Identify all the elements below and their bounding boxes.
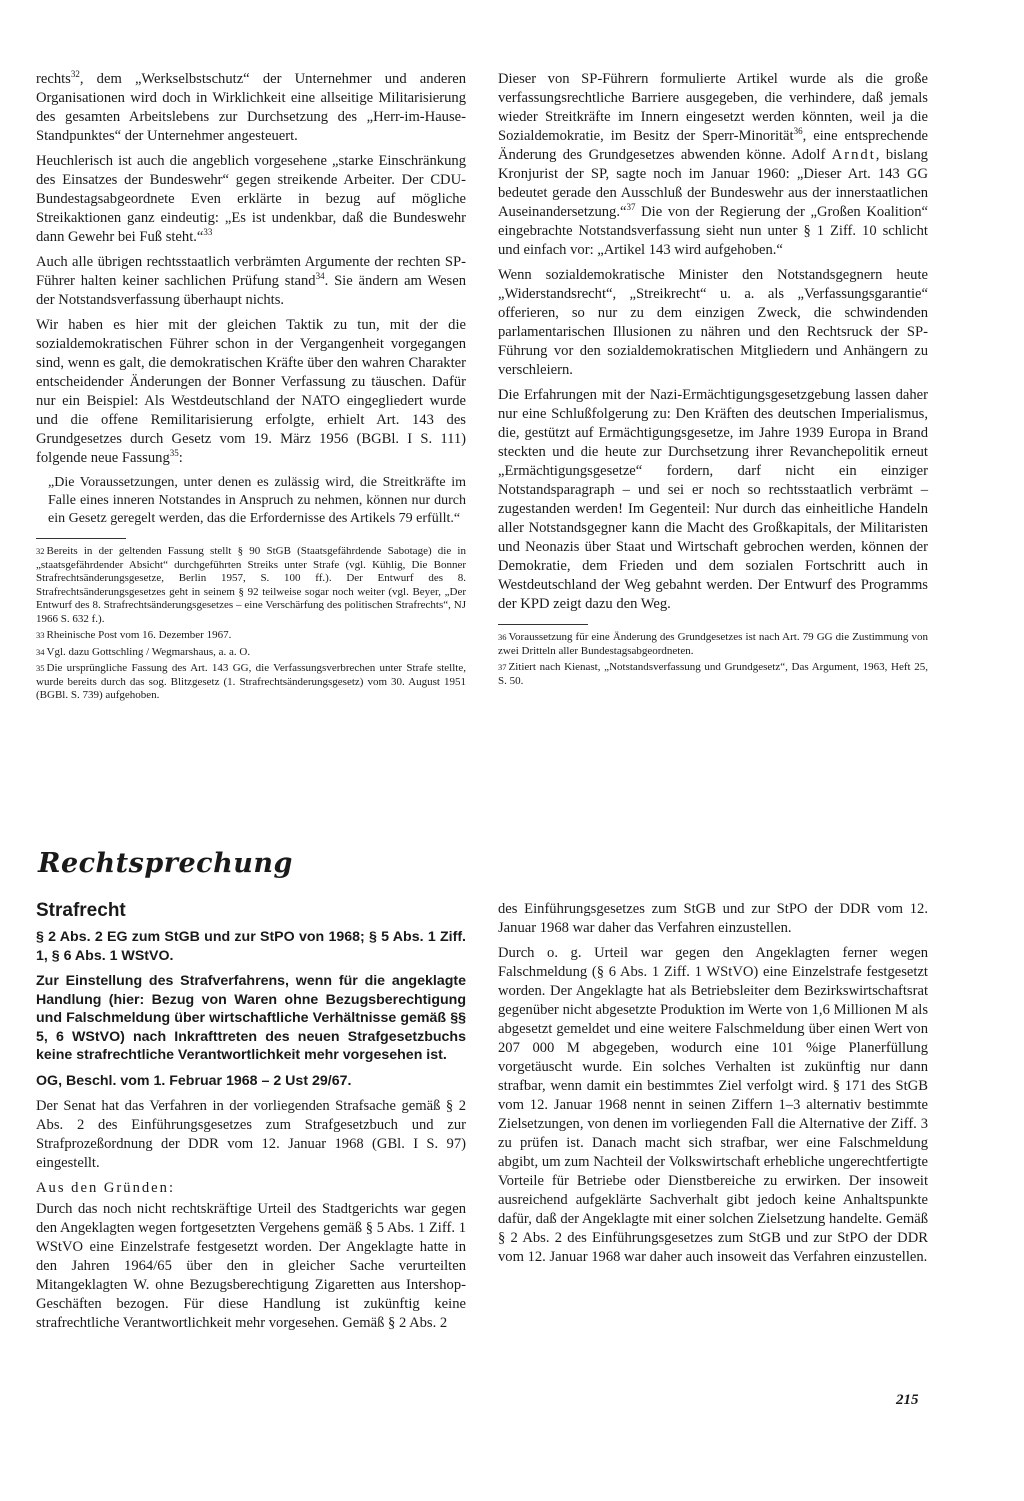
- case-citation: OG, Beschl. vom 1. Februar 1968 – 2 Ust 29/67.: [36, 1072, 352, 1089]
- footnote: $^{32}$ Bereits in der geltenden Fassung stellt § 90 StGB (Staatsgefährdende Sabotage) die in „staatsgefährdender Absicht“ durchgeführten Streiks unter Strafe (vgl. Kühlig, Die Bonner Strafrechtsänderungsgesetze, Berlin 1957, S. 100 ff.). Der Entwurf des 8. Strafrechtsänderungsgesetzes geht in seinem § 92 teilweise sogar noch weiter (vgl. Beyer, „Der Entwurf des 8. Strafrechtsänderungsgesetzes – eine Verschärfung des politischen Strafrechts“, NJ 1966 S. 632 f.).: [36, 545, 466, 625]
- paragraph: Durch das noch nicht rechtskräftige Urteil des Stadtgerichts war gegen den Angeklagten wegen fortgesetzten Vergehens gemäß § 5 Abs. 1 Ziff. 1 WStVO eine Einzelstrafe festgesetzt worden. Der Angeklagte hatte in den Jahren 1964/65 über den in gleicher Sache verurteilten Mitangeklagten W. ohne Bezugsberechtigung Zigaretten aus Intershop-Geschäften bezogen. Für diese Handlung ist zukünftig keine strafrechtliche Verantwortlichkeit mehr vorgesehen. Gemäß § 2 Abs. 2: [36, 1201, 466, 1331]
- footnote: $^{35}$ Die ursprüngliche Fassung des Art. 143 GG, die Verfassungsverbrechen unter Strafe stellte, wurde bereits durch das sog. Blitzgesetz (1. Strafrechtsänderungsgesetz) vom 30. August 1951 (BGBl. S. 739) aufgehoben.: [36, 662, 466, 701]
- grounds-label: Aus den Gründen:: [36, 1180, 176, 1196]
- subsection-title: Strafrecht: [36, 900, 126, 921]
- footnote: $^{33}$ Rheinische Post vom 16. Dezember 1967.: [36, 629, 232, 641]
- legal-reference: § 2 Abs. 2 EG zum StGB und zur StPO von 1968; § 5 Abs. 1 Ziff. 1, § 6 Abs. 1 WStVO.: [36, 929, 466, 964]
- right-column-article: [498, 70, 928, 691]
- section-title: Rechtsprechung: [38, 848, 293, 879]
- paragraph: Dieser von SP-Führern formulierte Artikel wurde als die große verfassungsrechtliche Barriere ausgegeben, die verhindere, daß jemals wieder Streitkräfte im Innern eingesetzt werden könnten, weil ja die Sozialdemokratie, im Besitz der Sperr-Minorität$^{36}$, eine entsprechende Änderung des Grundgesetzes abwenden könne. Adolf Arndt, bislang Kronjurist der SP, sagte noch im Januar 1960: „Dieser Art. 143 GG bedeutet gerade den Ausschluß der Bundeswehr aus der innerstaatlichen Auseinandersetzung.“$^{37}$ Die von der Regierung der „Großen Koalition“ eingebrachte Notstandsverfassung sieht nun unter § 1 Ziff. 10 schlicht und einfach vor: „Artikel 143 wird aufgehoben.“: [498, 71, 929, 258]
- footnote: $^{37}$ Zitiert nach Kienast, „Notstandsverfassung und Grundgesetz“, Das Argument, 1963, Heft 25, S. 50.: [498, 661, 928, 687]
- left-column-article: [36, 70, 466, 706]
- paragraph: Die Erfahrungen mit der Nazi-Ermächtigungsgesetzgebung lassen daher nur eine Schlußfolgerung zu: Den Kräften des deutschen Imperialismus, die, gestützt auf Ermächtigungsgesetze, im Jahre 1939 Europa in Brand steckten und die heute zur Durchsetzung ihrer Revanchepolitik erneut „Ermächtigungsgesetze“ fordern, darf nicht ein einziger Notstandsparagraph – und sei er noch so rechtsstaatlich verbrämt – zugestanden werden! Im Gegenteil: Nur durch das einheitliche Handeln aller Notstandsgegner kann die Macht des Großkapitals, der Militaristen und Neonazis über Staat und Wirtschaft gebrochen werden, können der Demokratie, dem Frieden und dem sozialen Fortschritt auch in Westdeutschland der Weg gebahnt werden. Der Entwurf des Programms der KPD zeigt dazu den Weg.: [498, 387, 928, 612]
- paragraph: Auch alle übrigen rechtsstaatlich verbrämten Argumente der rechten SP-Führer halten keiner sachlichen Prüfung stand$^{34}$. Sie ändern am Wesen der Notstandsverfassung überhaupt nichts.: [36, 254, 467, 308]
- paragraph: Heuchlerisch ist auch die angeblich vorgesehene „starke Einschränkung des Einsatzes der Bundeswehr“ gegen streikende Arbeiter. Der CDU-Bundestagsabgeordnete Even erklärte in bezug auf mögliche Streikaktionen ganz eindeutig: „Es ist undenkbar, daß die Bundeswehr dann Gewehr bei Fuß steht.“$^{33}$: [36, 153, 466, 245]
- footnote-divider: [36, 538, 126, 539]
- paragraph: Der Senat hat das Verfahren in der vorliegenden Strafsache gemäß § 2 Abs. 2 des Einführungsgesetzes zum Strafgesetzbuch und zur Strafprozeßordnung der DDR vom 12. Januar 1968 (GBl. I S. 97) eingestellt.: [36, 1098, 466, 1171]
- footnote: $^{36}$ Voraussetzung für eine Änderung des Grundgesetzes ist nach Art. 79 GG die Zustimmung von zwei Dritteln aller Bundestagsabgeordneten.: [498, 631, 928, 657]
- paragraph: des Einführungsgesetzes zum StGB und zur StPO der DDR vom 12. Januar 1968 war daher das Verfahren einzustellen.: [498, 901, 928, 936]
- left-column-case: [36, 900, 466, 1339]
- footnote: $^{34}$ Vgl. dazu Gottschling / Wegmarshaus, a. a. O.: [36, 645, 251, 658]
- footnote-divider: [498, 624, 588, 625]
- page-number: 215: [896, 1392, 919, 1408]
- paragraph: Durch o. g. Urteil war gegen den Angeklagten ferner wegen Falschmeldung (§ 6 Abs. 1 Ziff. 1 WStVO) eine Einzelstrafe festgesetzt worden. Der Angeklagte hat als Betriebsleiter dem Bezirkswirtschaftsrat gegenüber nicht abgesetzte Produktion im Werte von 1,6 Millionen M als abgesetzt gemeldet und eine weitere Falschmeldung über einen Wert von 207 000 M abgegeben, wodurch eine 101 %ige Planerfüllung vorgetäuscht wurde. Ein solches Verhalten ist zukünftig nur dann strafbar, wenn damit ein bestimmtes Ziel verfolgt wird. § 171 des StGB vom 12. Januar 1968 nennt in seinen Ziffern 1–3 alternativ bestimmte Zielsetzungen, von denen im vorliegenden Fall die Alternative der Ziff. 3 zu prüfen ist. Danach macht sich strafbar, wer eine Falschmeldung abgibt, um zum Nachteil der Volkswirtschaft erhebliche ungerechtfertigte Vorteile für Betriebe oder Dienstbereiche zu erwirken. Der insoweit ausreichend aufgeklärte Sachverhalt gibt jedoch keine Anhaltspunkte dafür, daß der Angeklagte mit einer solchen Zielsetzung handelte. Gemäß § 2 Abs. 2 des Einführungsgesetzes zum StGB und zur StPO der DDR vom 12. Januar 1968 war daher auch insoweit das Verfahren einzustellen.: [498, 945, 928, 1265]
- block-quote: „Die Voraussetzungen, unter denen es zulässig wird, die Streitkräfte im Falle eines inneren Notstandes in Anspruch zu nehmen, können nur durch ein Gesetz geregelt werden, das die Erfordernisse des Artikels 79 erfüllt.“: [48, 475, 466, 526]
- paragraph: Wir haben es hier mit der gleichen Taktik zu tun, mit der die sozialdemokratischen Führer schon in der Vergangenheit vorgegangen sind, wenn es galt, die demokratischen Kräfte über den wahren Charakter entscheidender Änderungen der Bonner Verfassung zu täuschen. Dafür nur ein Beispiel: Als Westdeutschland der NATO eingegliedert wurde und die offene Remilitarisierung erfolgte, erhielt Art. 143 des Grundgesetzes durch Gesetz vom 19. März 1956 (BGBl. I S. 111) folgende neue Fassung$^{35}$:: [36, 317, 466, 466]
- paragraph: Wenn sozialdemokratische Minister den Notstandsgegnern heute „Widerstandsrecht“, „Streikrecht“ u. a. als „Verfassungsgarantie“ offerieren, so nur zu dem einzigen Zweck, die schwindenden parlamentarischen Illusionen zu nähren und den Rechtsruck der SP-Führung vor den sozialdemokratischen Mitgliedern und Anhängern zu verschleiern.: [498, 267, 928, 378]
- case-headnote: Zur Einstellung des Strafverfahrens, wenn für die angeklagte Handlung (hier: Bezug von Waren ohne Bezugsberechtigung und Falschmeldung über wirtschaftliche Verhältnisse gemäß §§ 5, 6 WStVO) nach Inkrafttreten des neuen Strafgesetzbuchs keine strafrechtliche Verantwortlichkeit mehr vorgesehen ist.: [36, 973, 466, 1063]
- paragraph: rechts$^{32}$, dem „Werkselbstschutz“ der Unternehmer und anderen Organisationen wird doch in Wirklichkeit eine allseitige Militarisierung des gesamten Arbeitslebens zur Durchsetzung des „Herr-im-Hause-Standpunktes“ der Unternehmer angesteuert.: [36, 69, 466, 144]
- right-column-case: [498, 900, 928, 1273]
